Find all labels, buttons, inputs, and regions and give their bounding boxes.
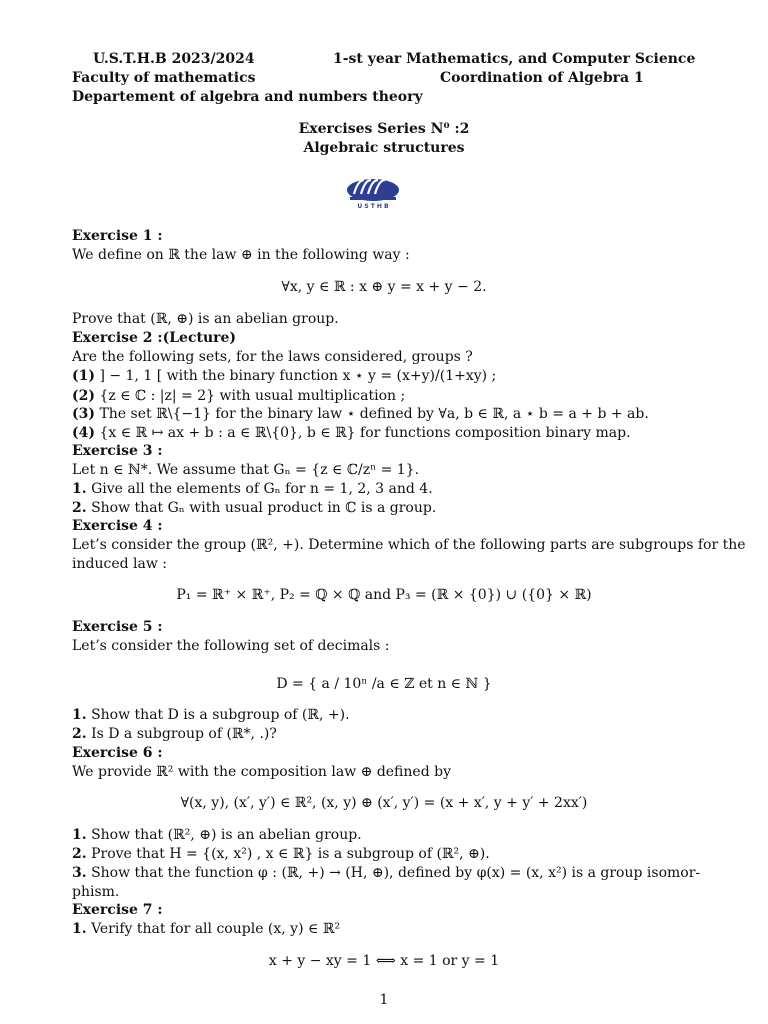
exercise-3-intro: Let n ∈ ℕ*. We assume that Gₙ = {z ∈ ℂ/zⁿ = 1}. <box>72 462 420 478</box>
exercise-2-item-4: (4) {x ∈ ℝ ↦ ax + b : a ∈ ℝ\{0}, b ∈ ℝ} for functions composition binary map. <box>72 425 631 441</box>
header-program: 1-st year Mathematics, and Computer Science <box>333 51 696 67</box>
exercise-6-item-3: 3. Show that the function φ : (ℝ, +) → (H, ⊕), defined by φ(x) = (x, x²) is a group isomor- <box>72 865 701 881</box>
header-faculty: Faculty of mathematics <box>72 70 256 86</box>
exercise-6-formula: ∀(x, y), (x′, y′) ∈ ℝ², (x, y) ⊕ (x′, y′) = (x + x′, y + y′ + 2xx′) <box>180 795 588 811</box>
exercise-6-heading: Exercise 6 : <box>72 745 163 761</box>
header-university: U.S.T.H.B 2023/2024 <box>93 51 255 67</box>
exercise-5-item-1: 1. Show that D is a subgroup of (ℝ, +). <box>72 707 350 723</box>
exercise-2-heading: Exercise 2 :(Lecture) <box>72 330 237 346</box>
exercise-6-item-2: 2. Prove that H = {(x, x²) , x ∈ ℝ} is a subgroup of (ℝ², ⊕). <box>72 846 490 862</box>
series-subject: Algebraic structures <box>303 140 465 156</box>
header-department: Departement of algebra and numbers theory <box>72 89 423 105</box>
exercise-4-intro-2: induced law : <box>72 556 167 572</box>
exercise-1-formula: ∀x, y ∈ ℝ : x ⊕ y = x + y − 2. <box>281 279 487 295</box>
exercise-1-intro: We define on ℝ the law ⊕ in the following way : <box>72 247 410 263</box>
exercise-6-intro: We provide ℝ² with the composition law ⊕ defined by <box>72 764 451 780</box>
exercise-3-item-2: 2. Show that Gₙ with usual product in ℂ is a group. <box>72 500 437 516</box>
exercise-1-task: Prove that (ℝ, ⊕) is an abelian group. <box>72 311 339 327</box>
exercise-6-item-3-cont: phism. <box>72 884 120 900</box>
exercise-4-formula: P₁ = ℝ⁺ × ℝ⁺, P₂ = ℚ × ℚ and P₃ = (ℝ × {0}) ∪ ({0} × ℝ) <box>176 587 592 603</box>
exercise-2-intro: Are the following sets, for the laws considered, groups ? <box>72 349 473 365</box>
exercise-1-heading: Exercise 1 : <box>72 228 163 244</box>
header-coordination: Coordination of Algebra 1 <box>440 70 644 86</box>
exercise-5-formula: D = { a / 10ⁿ /a ∈ ℤ et n ∈ ℕ } <box>276 676 492 692</box>
exercise-7-item-1: 1. Verify that for all couple (x, y) ∈ ℝ² <box>72 921 341 937</box>
series-title: Exercises Series N⁰ :2 <box>298 121 470 137</box>
exercise-5-heading: Exercise 5 : <box>72 619 163 635</box>
exercise-7-formula: x + y − xy = 1 ⟺ x = 1 or y = 1 <box>268 953 500 969</box>
exercise-4-heading: Exercise 4 : <box>72 518 163 534</box>
usthb-logo-icon <box>346 176 400 210</box>
svg-text:U S T H B: U S T H B <box>357 203 389 210</box>
page-number: 1 <box>379 992 389 1008</box>
exercise-6-item-1: 1. Show that (ℝ², ⊕) is an abelian group. <box>72 827 362 843</box>
exercise-2-item-1: (1) ] − 1, 1 [ with the binary function x ⋆ y = (x+y)/(1+xy) ; <box>72 368 497 384</box>
exercise-7-heading: Exercise 7 : <box>72 902 163 918</box>
exercise-3-heading: Exercise 3 : <box>72 443 163 459</box>
exercise-2-item-3: (3) The set ℝ\{−1} for the binary law ⋆ defined by ∀a, b ∈ ℝ, a ⋆ b = a + b + ab. <box>72 406 649 422</box>
exercise-4-intro-1: Let’s consider the group (ℝ², +). Determine which of the following parts are subgroups for the <box>72 537 746 553</box>
exercise-2-item-2: (2) {z ∈ ℂ : |z| = 2} with usual multiplication ; <box>72 388 406 404</box>
exercise-5-intro: Let’s consider the following set of decimals : <box>72 638 390 654</box>
exercise-3-item-1: 1. Give all the elements of Gₙ for n = 1, 2, 3 and 4. <box>72 481 433 497</box>
exercise-5-item-2: 2. Is D a subgroup of (ℝ*, .)? <box>72 726 277 742</box>
